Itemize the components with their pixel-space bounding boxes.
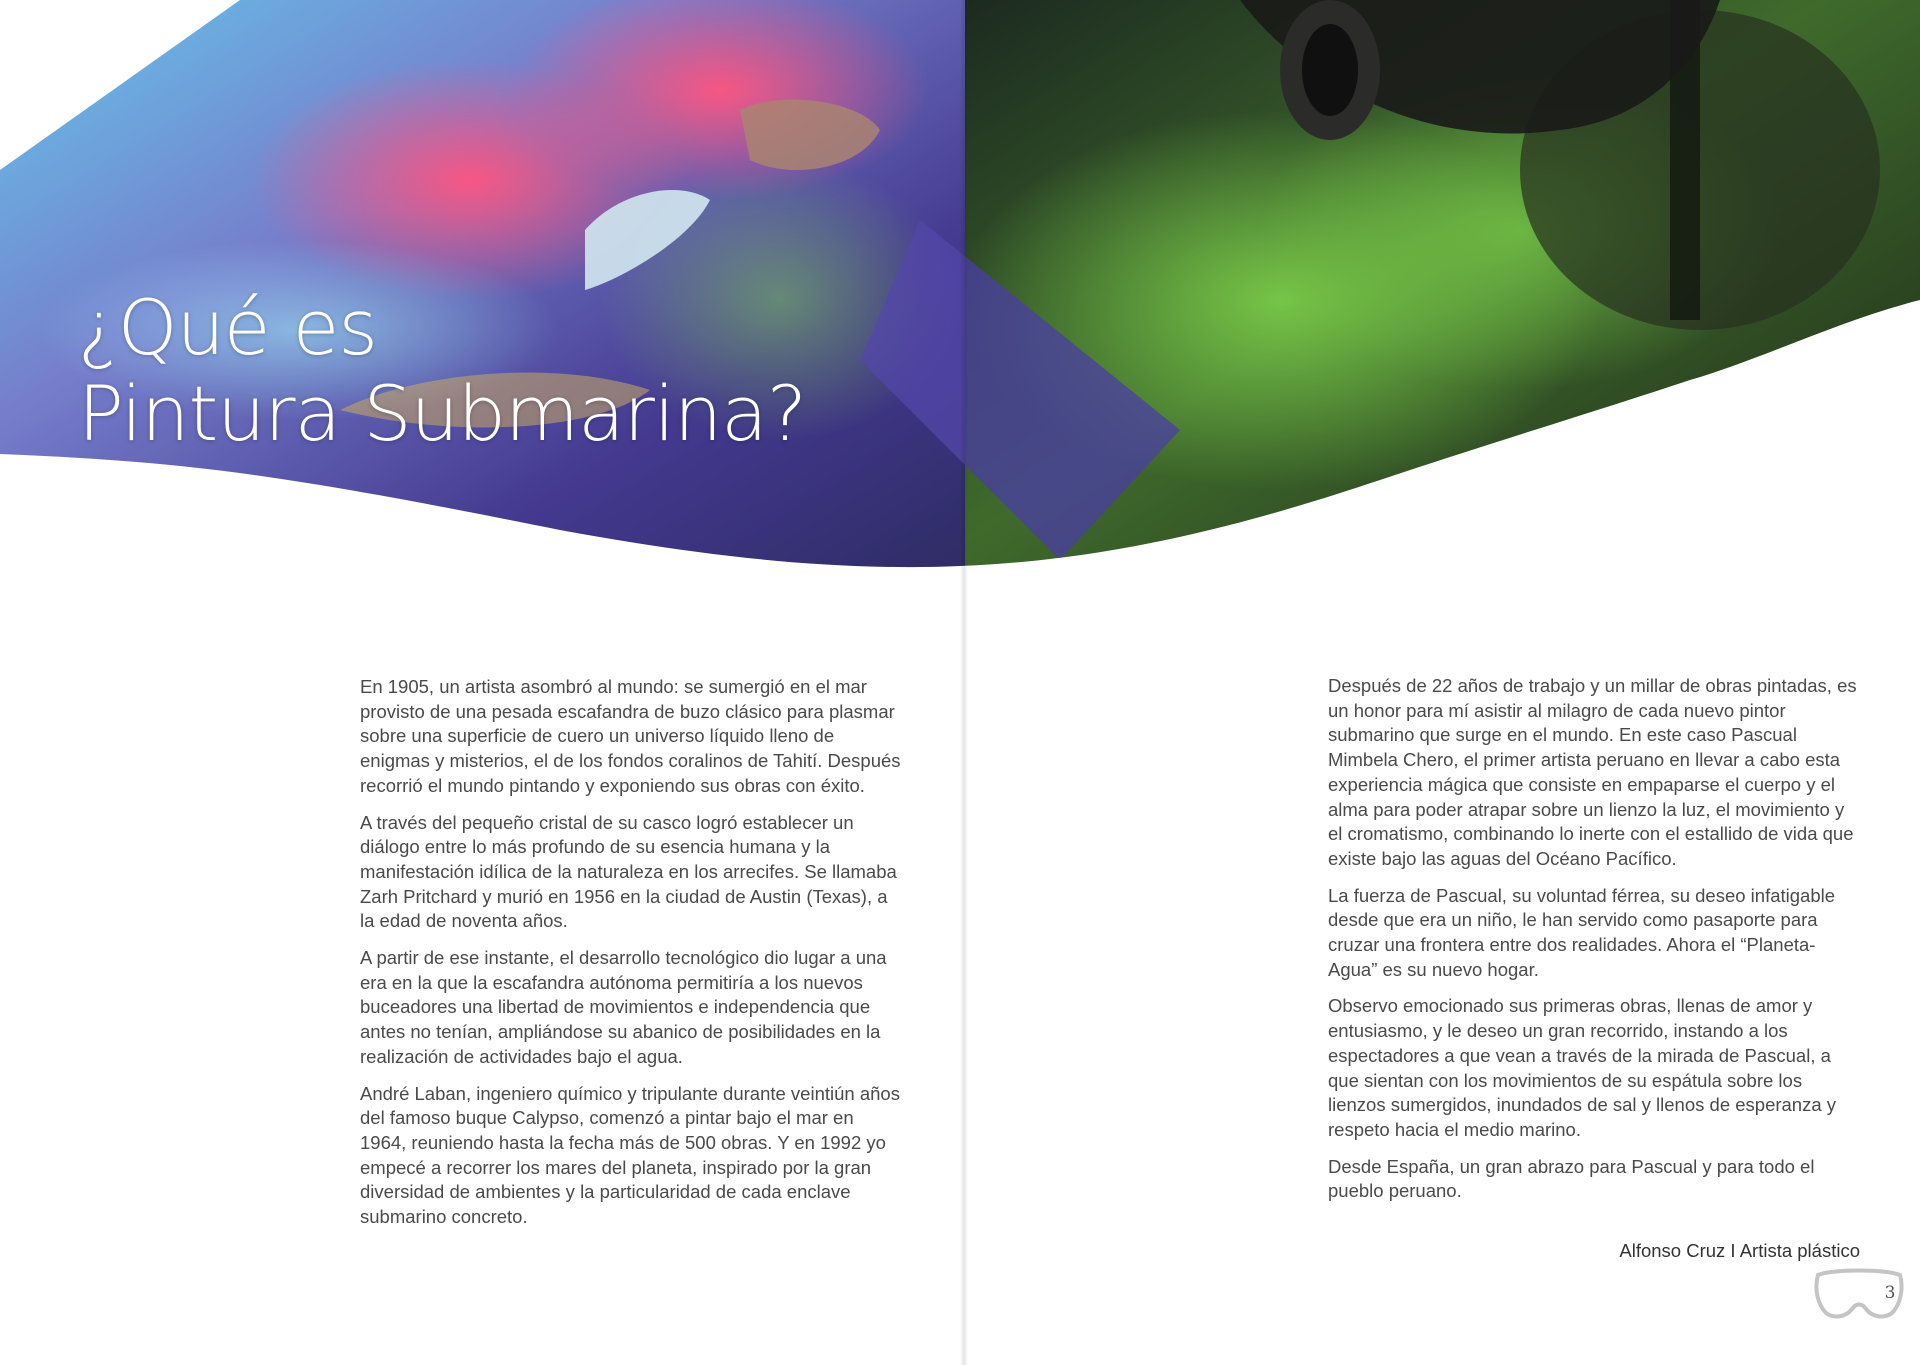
book-gutter	[960, 0, 968, 1365]
title-line-1: ¿Qué es	[78, 283, 378, 372]
page-title	[78, 285, 806, 457]
paragraph: En 1905, un artista asombró al mundo: se sumergió en el mar provisto de una pesada escafandra de buzo clásico para plasmar sobre una superficie de cuero un universo líquido lleno de enigmas y misterios, el de los fondos coralinos de Tahití. Después recorrió el mundo pintando y exponiendo sus obras con éxito.	[360, 676, 901, 796]
author-signature: Alfonso Cruz I Artista plástico	[1619, 1240, 1860, 1261]
page-number: 3	[1884, 1283, 1896, 1303]
paragraph: Desde España, un gran abrazo para Pascual y para todo el pueblo peruano.	[1328, 1155, 1815, 1202]
paragraph: La fuerza de Pascual, su voluntad férrea, su deseo infatigable desde que era un niño, le han servido como pasaporte para cruzar una frontera entre dos realidades. Ahora el “Planeta-Agua” es su nuevo hogar.	[1328, 884, 1836, 980]
paragraph: Después de 22 años de trabajo y un millar de obras pintadas, es un honor para mí asistir al milagro de cada nuevo pintor submarino que surge en el mundo. En este caso Pascual Mimbela Chero, el primer artista peruano en llevar a cabo esta experiencia mágica que consiste en empaparse el cuerpo y el alma para poder atrapar sobre un lienzo la luz, el movimiento y el cromatismo, combinando lo inerte con el estallido de vida que existe bajo las aguas del Océano Pacífico.	[1328, 675, 1857, 869]
paragraph: A partir de ese instante, el desarrollo tecnológico dio lugar a una era en la que la escafandra autónoma permitiría a los nuevos buceadores una libertad de movimientos e independencia que antes no tenían, ampliándose su abanico de posibilidades en la realización de actividades bajo el agua.	[360, 947, 887, 1067]
paragraph: André Laban, ingeniero químico y tripulante durante veintiún años del famoso buque Calypso, comenzó a pintar bajo el mar en 1964, reuniendo hasta la fecha más de 500 obras. Y en 1992 yo empecé a recorrer los mares del planeta, inspirado por la gran diversidad de ambientes y la particularidad de cada enclave submarino concreto.	[360, 1082, 900, 1228]
paragraph: Observo emocionado sus primeras obras, llenas de amor y entusiasmo, y le deseo un gran recorrido, instando a los espectadores a que vean a través de la mirada de Pascual, a que sientan con los movimientos de su espátula sobre los lienzos sumergidos, inundados de sal y llenos de esperanza y respeto hacia el medio marino.	[1328, 995, 1837, 1140]
paragraph: A través del pequeño cristal de su casco logró establecer un diálogo entre lo más profundo de su esencia humana y la manifestación idílica de la naturaleza en los arrecifes. Se llamaba Zarh Pritchard y murió en 1956 en la ciudad de Austin (Texas), a la edad de noventa años.	[360, 811, 897, 932]
right-text-column	[1328, 674, 1863, 1216]
left-text-column	[360, 675, 905, 1242]
title-line-2: Pintura Submarina?	[78, 369, 807, 458]
